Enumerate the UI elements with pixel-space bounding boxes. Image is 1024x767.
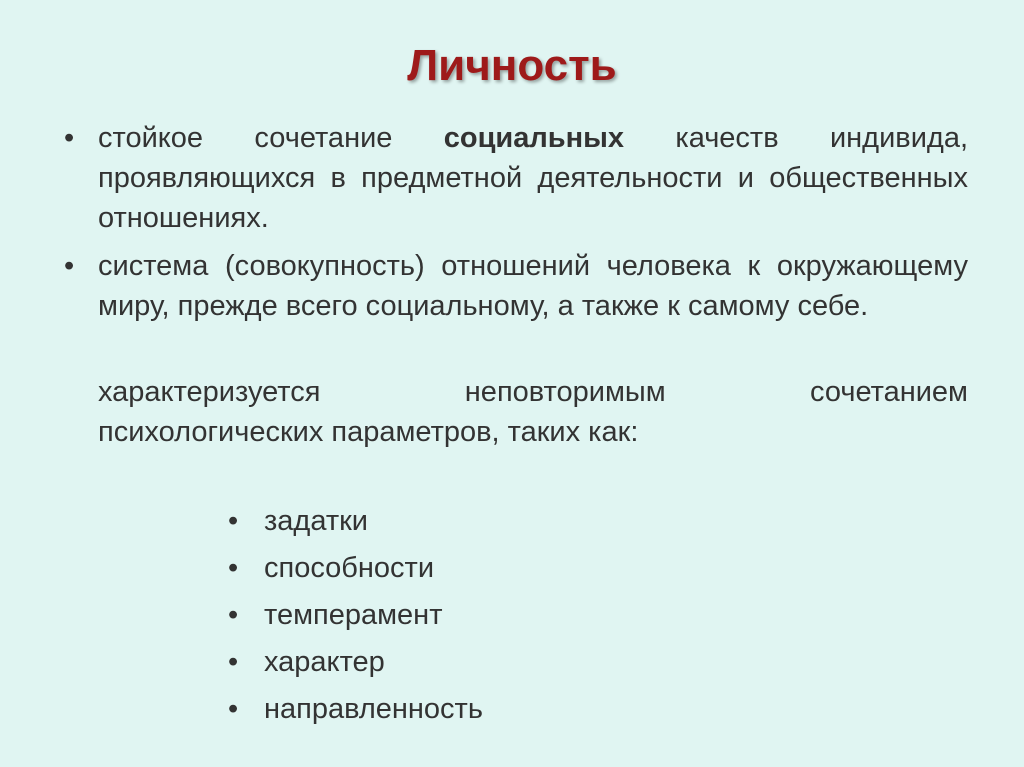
characteristic-paragraph bbox=[62, 372, 968, 452]
list-item bbox=[226, 545, 483, 592]
parameter-label: темперамент bbox=[264, 599, 443, 631]
bullet-icon: • bbox=[228, 599, 239, 631]
definitions-list bbox=[62, 118, 968, 452]
list-item bbox=[226, 639, 483, 686]
characteristic-word: неповторимым bbox=[464, 376, 666, 408]
bullet-icon: • bbox=[228, 552, 239, 584]
characteristic-word: сочетанием bbox=[810, 376, 968, 408]
definition-bold-text: социальных bbox=[443, 122, 625, 154]
parameter-label: способности bbox=[264, 552, 435, 584]
bullet-icon: • bbox=[228, 693, 239, 725]
definition-text: качеств индивида, проявляющихся в предметной деятельности и общественных отношениях. bbox=[98, 122, 969, 234]
definition-item-1 bbox=[62, 118, 968, 238]
parameters-list bbox=[226, 498, 483, 733]
list-item bbox=[226, 498, 483, 545]
definition-item-2 bbox=[62, 246, 968, 326]
definition-text: система (совокупность) отношений человека к окружающему миру, прежде всего социальному, а также к самому себе. bbox=[98, 250, 968, 322]
parameter-label: задатки bbox=[264, 505, 369, 537]
characteristic-line-2: психологических параметров, таких как: bbox=[98, 416, 639, 448]
bullet-icon: • bbox=[228, 505, 239, 537]
slide-title: Личность bbox=[407, 41, 617, 90]
parameter-label: направленность bbox=[264, 693, 483, 725]
list-item bbox=[226, 592, 483, 639]
parameter-label: характер bbox=[264, 646, 385, 678]
characteristic-word: характеризуется bbox=[98, 376, 321, 408]
bullet-icon: • bbox=[64, 250, 75, 282]
list-item bbox=[226, 686, 483, 733]
definition-text: стойкое сочетание bbox=[98, 122, 444, 154]
characteristic-line-1 bbox=[98, 372, 968, 412]
bullet-icon: • bbox=[64, 122, 75, 154]
bullet-icon: • bbox=[228, 646, 239, 678]
